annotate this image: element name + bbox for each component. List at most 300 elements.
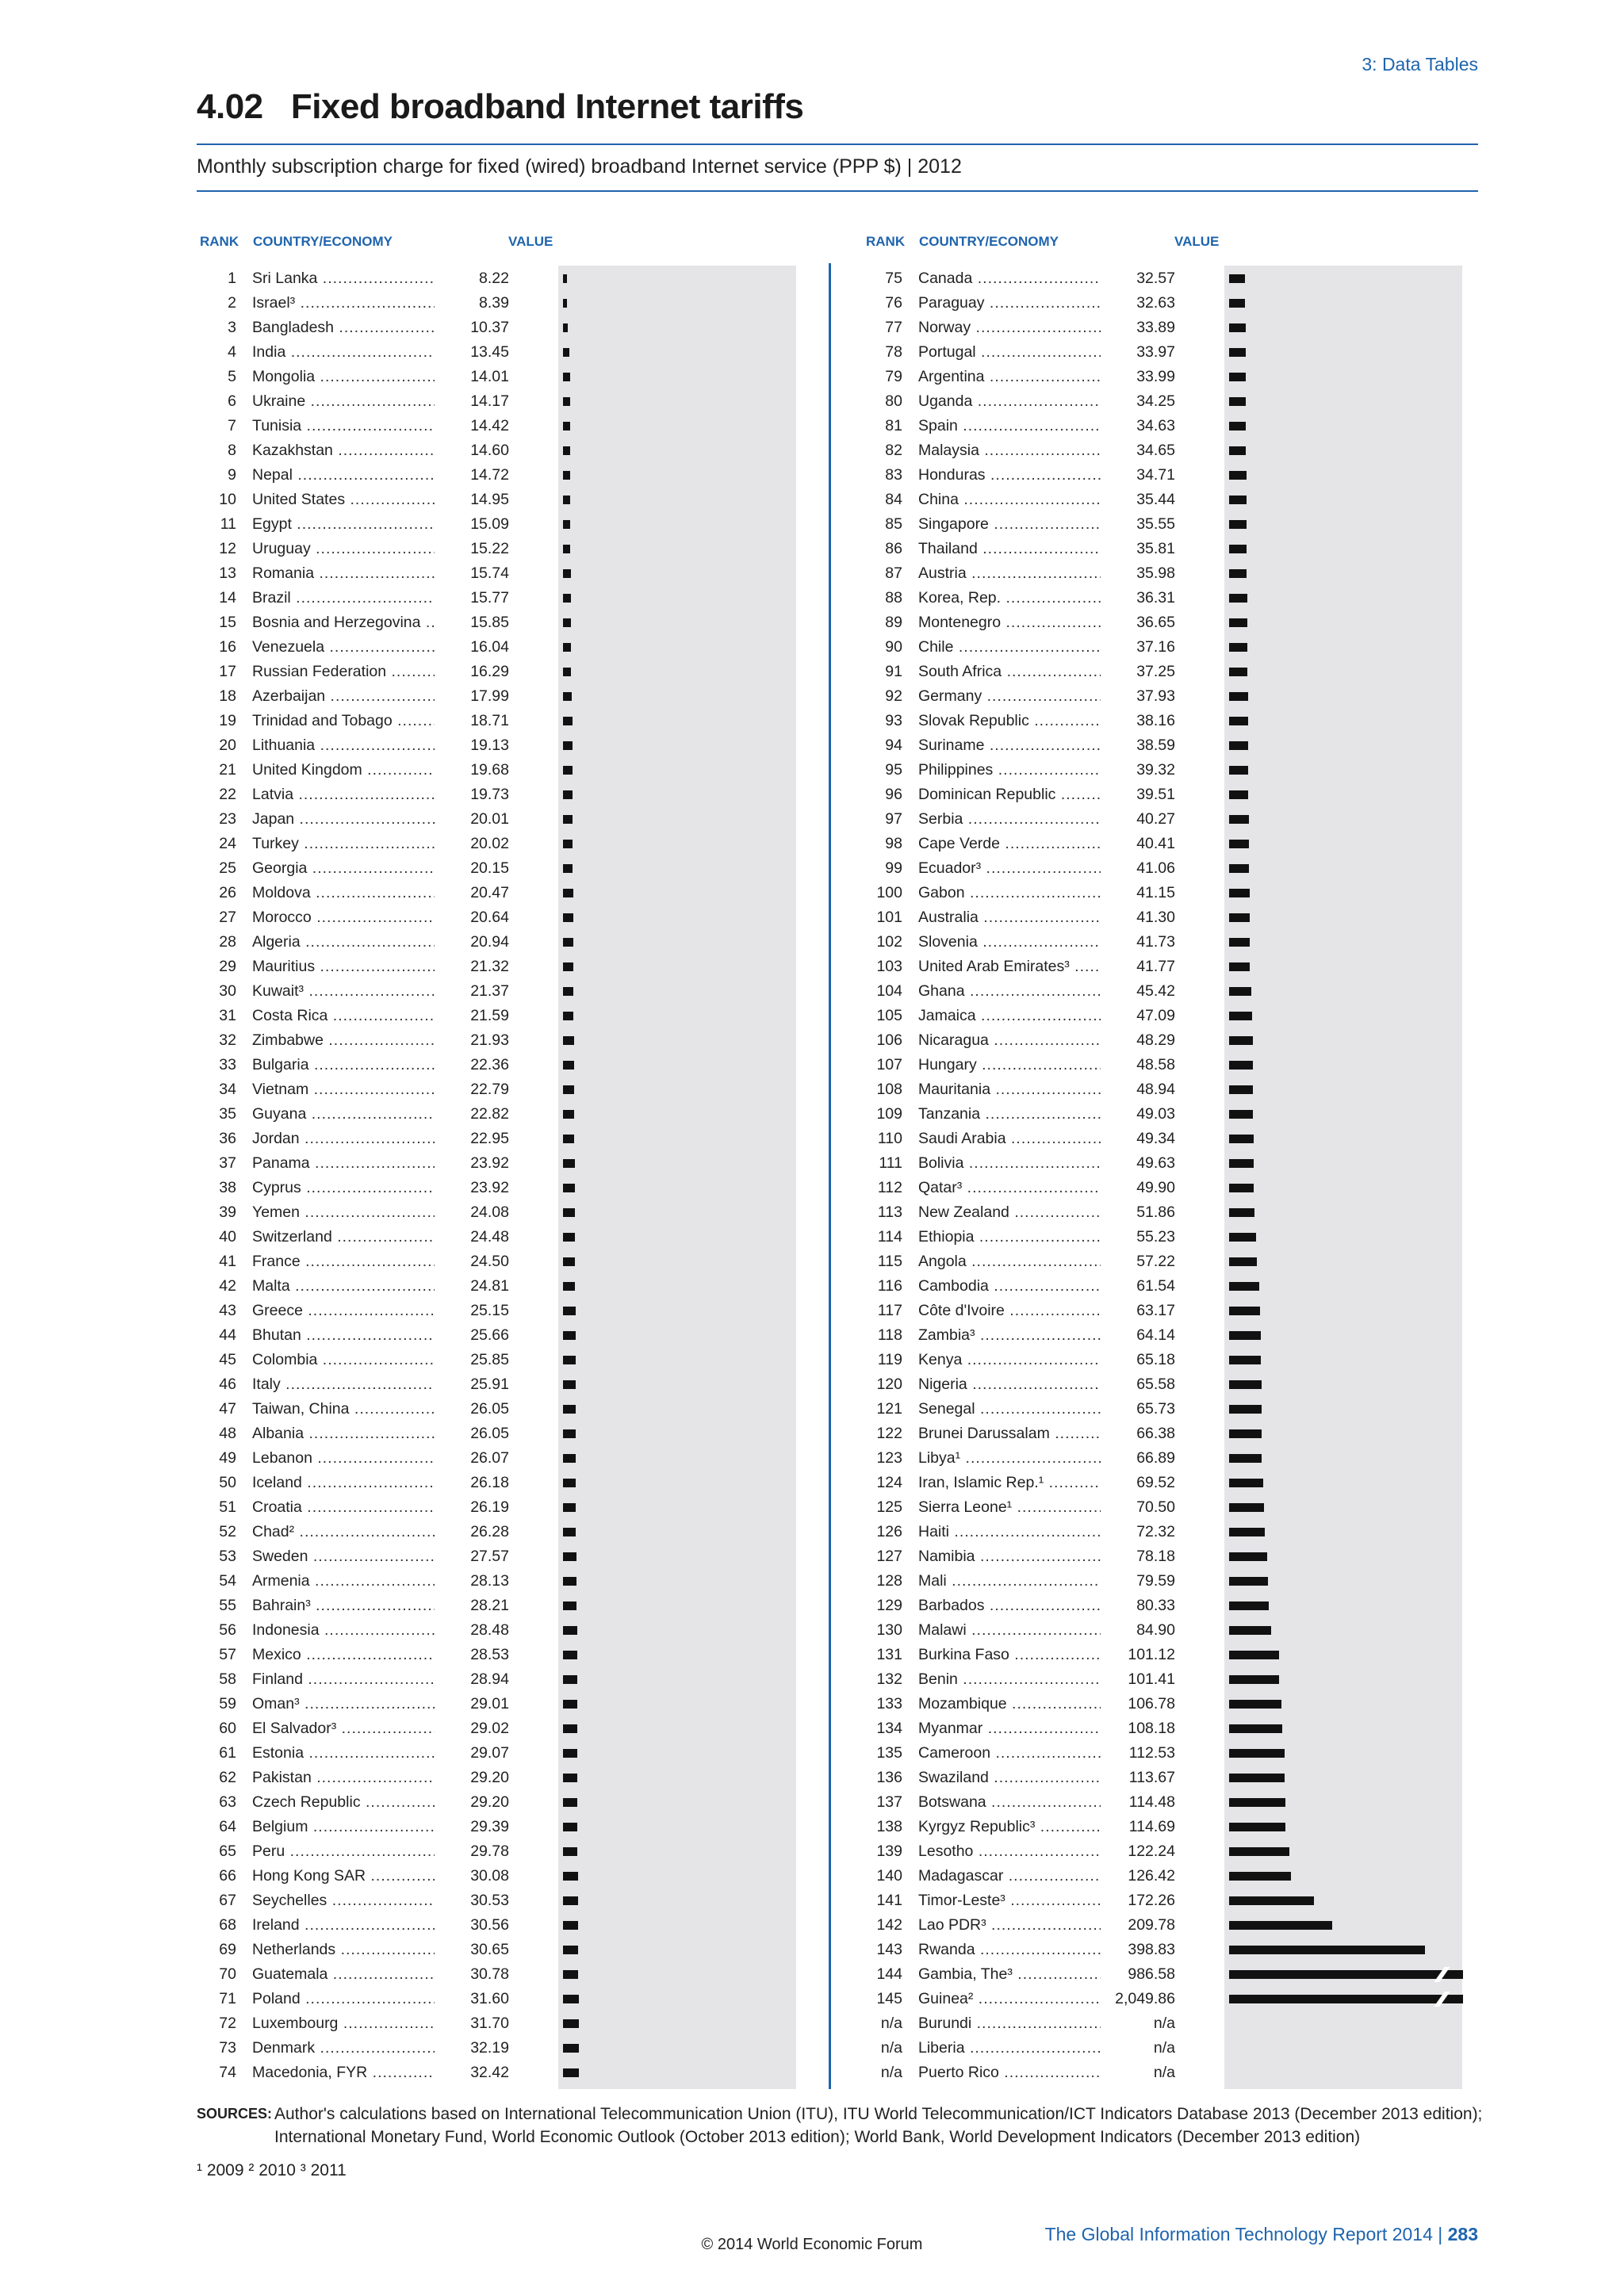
table-row [197,1888,799,1913]
value-bar [1229,569,1247,578]
value-cell: 108.18 [1101,1716,1175,1741]
value-cell: 16.29 [435,660,509,684]
rank-cell: 6 [228,392,236,410]
value-cell: 41.77 [1101,955,1175,979]
rank-cell: 20 [219,737,236,754]
country-cell: Iran, Islamic Rep.¹ ..... [918,1471,1174,1495]
value-cell: 19.68 [435,758,509,783]
rank-cell: 12 [219,540,236,557]
footnotes: ¹ 2009 ² 2010 ³ 2011 [197,2161,347,2179]
table-row [863,1544,1465,1569]
rank-cell: 46 [219,1376,236,1393]
table-row [863,709,1465,733]
rank-cell: 101 [876,909,902,926]
value-bar [1229,397,1246,406]
value-bar [563,1798,577,1807]
country-cell: Moldova ..... [252,881,508,905]
country-cell: Luxembourg ..... [252,2011,508,2036]
value-bar [563,1552,576,1561]
value-bar [1229,1798,1285,1807]
table-row [863,1815,1465,1839]
value-bar [563,815,573,824]
table-row [197,1520,799,1544]
value-cell: 45.42 [1101,979,1175,1004]
table-row [863,1446,1465,1471]
country-cell: Libya¹ ..... [918,1446,1174,1471]
copyright: © 2014 World Economic Forum [701,2236,923,2253]
value-bar [1229,1577,1268,1586]
rank-cell: 91 [885,663,902,680]
rank-cell: 70 [219,1965,236,1983]
value-cell: 28.94 [435,1667,509,1692]
rank-cell: 90 [885,638,902,656]
country-cell: Uruguay ..... [252,537,508,561]
value-bar [1229,1724,1282,1733]
country-cell: United Arab Emirates³ ..... [918,955,1174,979]
rank-cell: 89 [885,614,902,631]
rank-cell: 88 [885,589,902,607]
table-row [863,856,1465,881]
country-cell: Australia ..... [918,905,1174,930]
value-bar [563,1454,576,1463]
table-row [197,1692,799,1716]
value-cell: 22.79 [435,1077,509,1102]
value-cell: 16.04 [435,635,509,660]
table-row [863,1839,1465,1864]
rank-cell: 62 [219,1769,236,1786]
value-bar [1229,1995,1463,2003]
value-cell: 32.63 [1101,291,1175,316]
table-row [863,1667,1465,1692]
rank-cell: 66 [219,1867,236,1885]
table-row [197,758,799,783]
value-bar [1229,766,1248,775]
value-bar [563,1872,578,1881]
table-row [197,1569,799,1594]
country-cell: Cyprus ..... [252,1176,508,1200]
value-bar [1229,422,1246,430]
value-bar [1229,643,1247,652]
value-cell: 41.06 [1101,856,1175,881]
table-row [863,340,1465,365]
rank-cell: 53 [219,1548,236,1565]
country-cell: Denmark ..... [252,2036,508,2061]
rank-cell: 13 [219,564,236,582]
table-row [197,1151,799,1176]
value-cell: 14.95 [435,488,509,512]
rank-cell: 1 [228,270,236,287]
value-bar [1229,446,1246,455]
rank-cell: 37 [219,1154,236,1172]
value-bar [563,545,570,553]
country-cell: El Salvador³ ..... [252,1716,508,1741]
country-cell: Bosnia and Herzegovina ..... [252,610,508,635]
value-cell: 30.53 [435,1888,509,1913]
value-cell: 32.42 [435,2061,509,2085]
value-cell: 24.48 [435,1225,509,1249]
rank-cell: 48 [219,1425,236,1442]
value-bar [563,987,573,996]
value-bar [1229,1479,1263,1487]
rank-cell: 42 [219,1277,236,1295]
table-row [863,1151,1465,1176]
value-cell: 36.65 [1101,610,1175,635]
value-cell: 8.39 [435,291,509,316]
rank-cell: 65 [219,1843,236,1860]
table-row [197,1028,799,1053]
value-bar [563,1135,574,1143]
value-cell: 80.33 [1101,1594,1175,1618]
table-row [197,1741,799,1766]
value-bar [1229,1356,1261,1364]
value-bar [563,717,573,725]
country-cell: Tunisia ..... [252,414,508,438]
country-cell: Iceland ..... [252,1471,508,1495]
value-bar [563,471,570,480]
table-row [863,1692,1465,1716]
country-cell: Timor-Leste³ ..... [918,1888,1174,1913]
value-bar [563,790,573,799]
rank-cell: 56 [219,1621,236,1639]
value-bar [563,913,573,922]
value-bar [563,1528,576,1536]
value-cell: 51.86 [1101,1200,1175,1225]
table-row [197,1815,799,1839]
value-cell: 24.50 [435,1249,509,1274]
table-row [863,389,1465,414]
value-cell: 22.82 [435,1102,509,1127]
rank-cell: 31 [219,1007,236,1024]
rank-cell: 115 [877,1253,902,1270]
table-row [863,2011,1465,2036]
value-cell: 26.28 [435,1520,509,1544]
value-bar [1229,1823,1285,1831]
table-row [197,1397,799,1422]
country-cell: Belgium ..... [252,1815,508,1839]
country-cell: Ukraine ..... [252,389,508,414]
rank-cell: 73 [219,2039,236,2057]
country-cell: Saudi Arabia ..... [918,1127,1174,1151]
value-bar [1229,1208,1254,1217]
value-bar [1229,815,1249,824]
value-cell: 29.78 [435,1839,509,1864]
value-bar [563,1307,576,1315]
table-row [863,1053,1465,1077]
value-bar [1229,1896,1314,1905]
value-cell: 209.78 [1101,1913,1175,1938]
table-row [197,340,799,365]
value-cell: 14.60 [435,438,509,463]
table-row [197,1077,799,1102]
country-cell: Macedonia, FYR ..... [252,2061,508,2085]
value-bar [563,864,573,873]
table-row [863,758,1465,783]
value-cell: 112.53 [1101,1741,1175,1766]
country-cell: Norway ..... [918,316,1174,340]
rank-cell: 136 [876,1769,902,1786]
value-cell: 22.95 [435,1127,509,1151]
value-cell: 13.45 [435,340,509,365]
value-bar [563,422,570,430]
value-bar [563,1995,579,2003]
value-cell: 26.19 [435,1495,509,1520]
value-cell: 29.07 [435,1741,509,1766]
value-bar [563,643,571,652]
table-row [863,1741,1465,1766]
country-cell: Latvia ..... [252,783,508,807]
value-bar [563,1159,575,1168]
value-cell: 126.42 [1101,1864,1175,1888]
country-cell: Greece ..... [252,1299,508,1323]
value-bar [1229,1061,1253,1070]
value-bar [563,1724,577,1733]
table-number: 4.02 [197,87,263,126]
table-row [197,2061,799,2085]
value-cell: 35.55 [1101,512,1175,537]
table-row [197,930,799,955]
table-row [197,1495,799,1520]
value-cell: 20.64 [435,905,509,930]
table-row [863,316,1465,340]
value-cell: 39.32 [1101,758,1175,783]
value-bar [563,1282,575,1291]
value-bar [563,692,572,701]
rank-cell: 38 [219,1179,236,1196]
value-cell: 48.58 [1101,1053,1175,1077]
rank-cell: 143 [876,1941,902,1958]
value-bar [563,397,570,406]
value-cell: 29.39 [435,1815,509,1839]
country-cell: Armenia ..... [252,1569,508,1594]
country-cell: Suriname ..... [918,733,1174,758]
country-cell: Czech Republic ..... [252,1790,508,1815]
country-cell: Mali ..... [918,1569,1174,1594]
value-bar [1229,299,1245,308]
table-row [197,1004,799,1028]
rank-cell: 35 [219,1105,236,1123]
value-cell: 70.50 [1101,1495,1175,1520]
value-cell: 72.32 [1101,1520,1175,1544]
value-bar [1229,987,1251,996]
value-bar [563,840,573,848]
value-cell: 14.01 [435,365,509,389]
rank-cell: 84 [885,491,902,508]
value-cell: 29.20 [435,1766,509,1790]
country-cell: Morocco ..... [252,905,508,930]
value-bar [1229,962,1250,971]
section-label: 3: Data Tables [1362,54,1478,75]
table-row [863,537,1465,561]
value-cell: 30.56 [435,1913,509,1938]
value-bar [563,1651,577,1659]
value-bar [1229,1749,1285,1758]
table-row [197,1618,799,1643]
country-cell: Cape Verde ..... [918,832,1174,856]
page-subtitle: Monthly subscription charge for fixed (wired) broadband Internet service (PPP $) | 2012 [197,155,962,178]
table-row [197,1962,799,1987]
value-cell: 10.37 [435,316,509,340]
value-bar [1229,1036,1253,1045]
table-row [197,316,799,340]
country-cell: Korea, Rep. ..... [918,586,1174,610]
value-bar [563,938,573,947]
table-row [197,389,799,414]
table-row [197,365,799,389]
rank-cell: 93 [885,712,902,729]
rank-cell: 82 [885,442,902,459]
value-cell: 65.18 [1101,1348,1175,1372]
rank-cell: 74 [219,2064,236,2081]
country-cell: Kyrgyz Republic³ ..... [918,1815,1174,1839]
sources-text: Author's calculations based on International Telecommunication Union (ITU), ITU World Telecommunication/ICT Indicators Database 2013 (December 2013 edition); International Monetary Fund, World Economic Outlook (October 2013 edition); World Bank, World Development Indicators (December 2013 edition) [274,2105,1483,2146]
table-row [863,512,1465,537]
rank-cell: 15 [219,614,236,631]
rank-cell: 40 [219,1228,236,1246]
country-cell: India ..... [252,340,508,365]
value-bar [1229,913,1250,922]
country-cell: Japan ..... [252,807,508,832]
value-bar [563,618,571,627]
table-row [197,1176,799,1200]
table-row [197,438,799,463]
rank-cell: 32 [219,1031,236,1049]
rank-cell: 122 [876,1425,902,1442]
value-cell: 36.31 [1101,586,1175,610]
value-cell: 48.94 [1101,1077,1175,1102]
value-bar [1229,741,1248,750]
country-cell: Slovak Republic ..... [918,709,1174,733]
value-cell: 101.12 [1101,1643,1175,1667]
value-cell: 66.38 [1101,1422,1175,1446]
value-bar [1229,717,1248,725]
table-row [197,1348,799,1372]
rank-cell: 144 [876,1965,902,1983]
value-cell: 14.72 [435,463,509,488]
rank-cell: 47 [219,1400,236,1418]
country-cell: Puerto Rico ..... [918,2061,1174,2085]
value-cell: 39.51 [1101,783,1175,807]
country-cell: Guatemala ..... [252,1962,508,1987]
table-row [863,1422,1465,1446]
table-row [197,1372,799,1397]
table-row [197,733,799,758]
country-cell: Ghana ..... [918,979,1174,1004]
country-cell: Rwanda ..... [918,1938,1174,1962]
table-row [863,1864,1465,1888]
value-cell: 398.83 [1101,1938,1175,1962]
rank-cell: 127 [876,1548,902,1565]
table-row [863,1397,1465,1422]
value-cell: n/a [1101,2061,1175,2085]
value-cell: 23.92 [435,1176,509,1200]
country-cell: Italy ..... [252,1372,508,1397]
country-cell: Mozambique ..... [918,1692,1174,1716]
value-cell: 25.85 [435,1348,509,1372]
country-cell: Madagascar ..... [918,1864,1174,1888]
table-row [197,1864,799,1888]
rank-cell: 45 [219,1351,236,1368]
country-cell: Honduras ..... [918,463,1174,488]
table-row [197,561,799,586]
value-cell: 34.71 [1101,463,1175,488]
country-cell: Zimbabwe ..... [252,1028,508,1053]
country-cell: Kuwait³ ..... [252,979,508,1004]
country-cell: Montenegro ..... [918,610,1174,635]
value-bar [563,594,571,603]
value-bar [563,962,573,971]
country-cell: Panama ..... [252,1151,508,1176]
rank-cell: 2 [228,294,236,312]
value-bar [1229,1110,1253,1119]
value-bar [563,1012,573,1020]
value-cell: 49.03 [1101,1102,1175,1127]
value-bar [563,1749,577,1758]
value-bar [563,1257,575,1266]
table-row [197,1102,799,1127]
country-cell: Russian Federation ..... [252,660,508,684]
table-row [197,463,799,488]
value-bar [1229,274,1245,283]
table-row [863,2061,1465,2085]
rank-cell: 16 [219,638,236,656]
country-cell: Bangladesh ..... [252,316,508,340]
value-cell: 106.78 [1101,1692,1175,1716]
table-row [863,1962,1465,1987]
table-row [863,561,1465,586]
value-bar [563,1233,575,1242]
rank-cell: 18 [219,687,236,705]
table-row [863,1790,1465,1815]
table-row [863,905,1465,930]
table-row [863,1077,1465,1102]
value-cell: 15.09 [435,512,509,537]
value-bar [563,1700,577,1709]
country-cell: Taiwan, China ..... [252,1397,508,1422]
table-row [197,1299,799,1323]
value-cell: 37.16 [1101,635,1175,660]
value-bar [1229,1946,1425,1954]
table-row [863,1520,1465,1544]
value-cell: 38.59 [1101,733,1175,758]
rank-cell: 14 [219,589,236,607]
value-cell: 20.47 [435,881,509,905]
table-row [863,414,1465,438]
table-row [863,1618,1465,1643]
rank-cell: 107 [876,1056,902,1073]
value-cell: 41.73 [1101,930,1175,955]
value-bar [563,1577,576,1586]
table-row [863,635,1465,660]
value-bar [563,1970,578,1979]
country-cell: China ..... [918,488,1174,512]
value-cell: 28.21 [435,1594,509,1618]
rank-cell: 28 [219,933,236,951]
rank-cell: 10 [219,491,236,508]
table-row [863,1028,1465,1053]
value-cell: 35.98 [1101,561,1175,586]
value-bar [1229,692,1248,701]
table-row [197,2011,799,2036]
rank-cell: 112 [877,1179,902,1196]
rank-cell: 59 [219,1695,236,1712]
table-row [197,537,799,561]
table-row [863,1495,1465,1520]
country-cell: Ethiopia ..... [918,1225,1174,1249]
table-row [197,905,799,930]
rank-cell: 68 [219,1916,236,1934]
table-row [863,1987,1465,2011]
table-row [197,1594,799,1618]
